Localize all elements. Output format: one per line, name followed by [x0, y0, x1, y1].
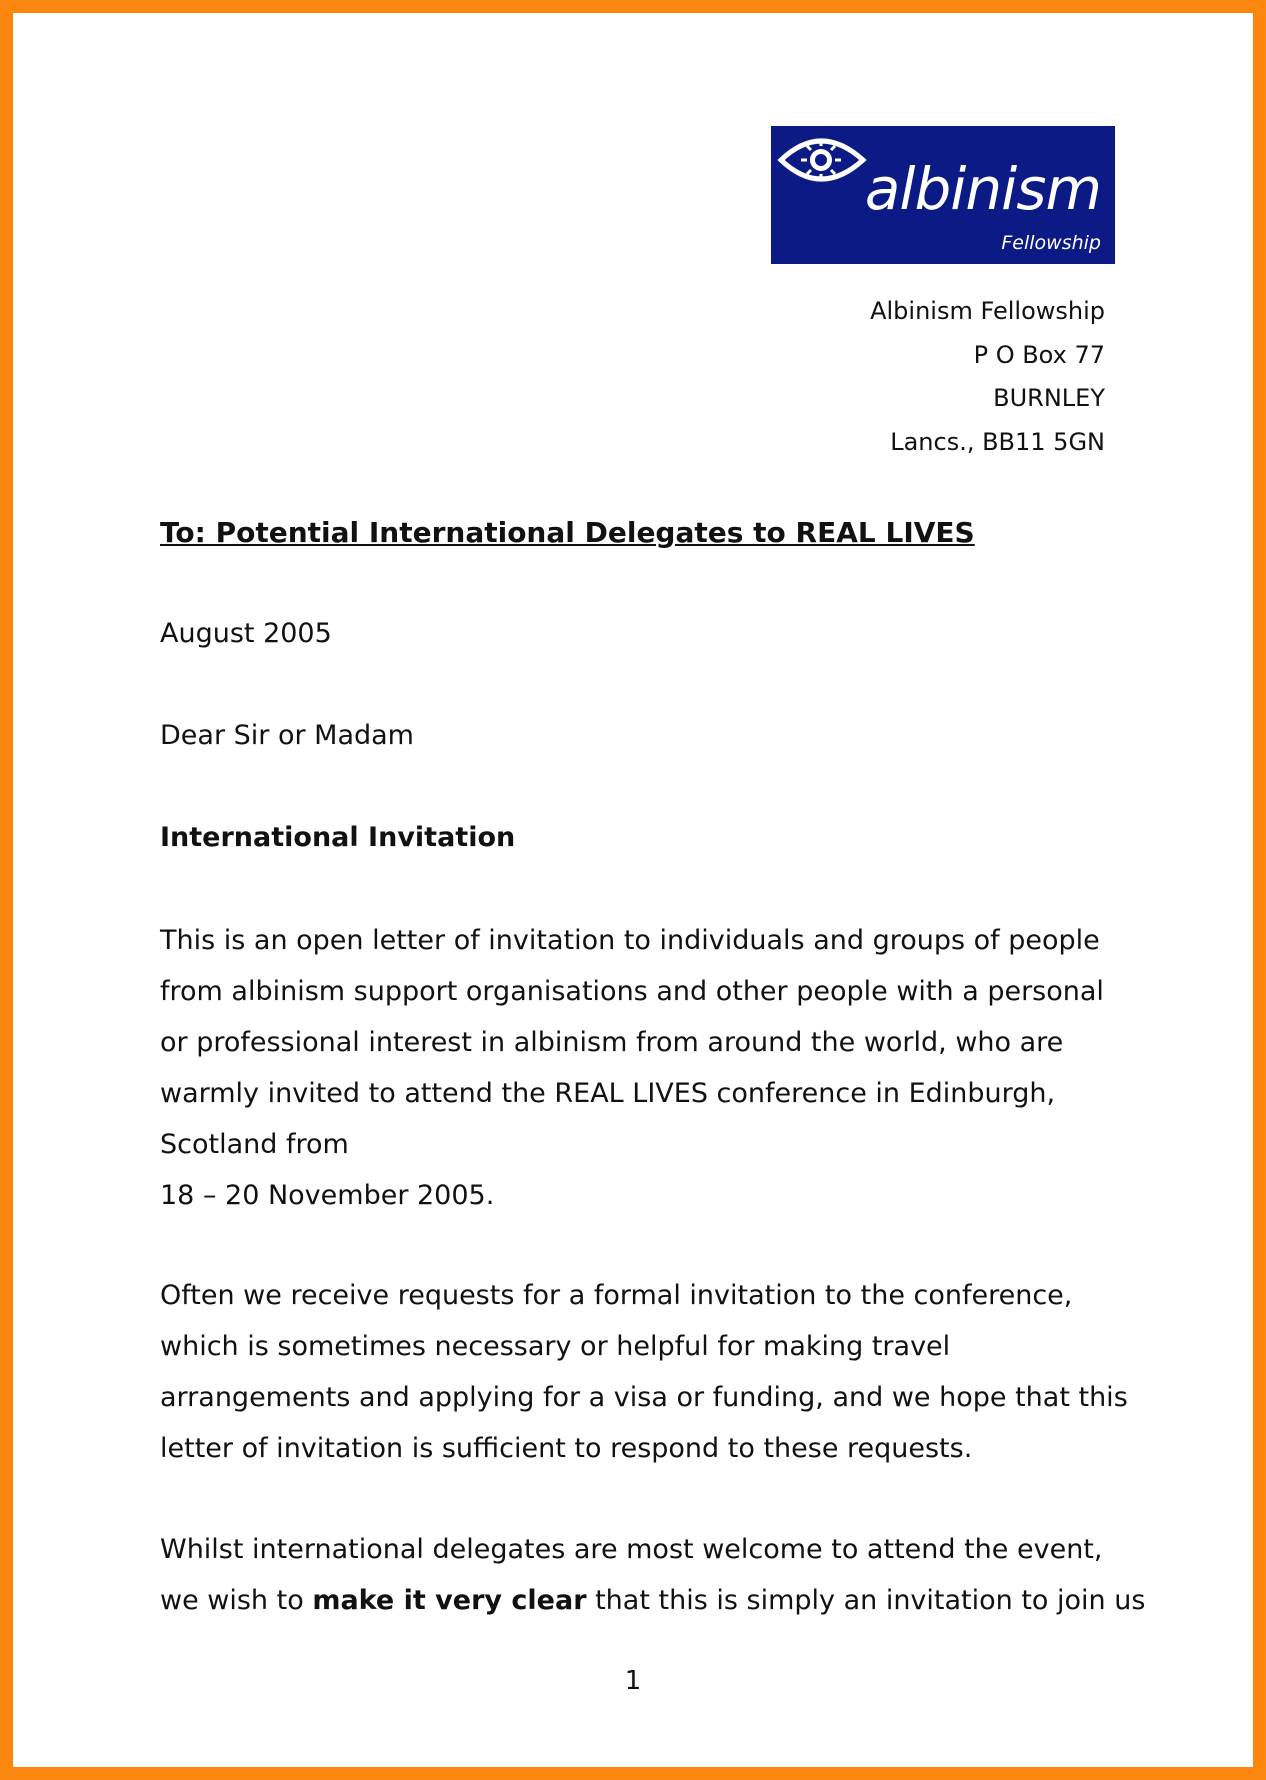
- paragraph-clarification: [160, 1524, 1146, 1626]
- paragraph-formal-requests: [160, 1270, 1128, 1474]
- text-run: we wish to: [160, 1585, 313, 1616]
- text-line: or professional interest in albinism from around the world, who are: [160, 1027, 1064, 1058]
- text-line: which is sometimes necessary or helpful for making travel: [160, 1331, 951, 1362]
- salutation: Dear Sir or Madam: [160, 720, 414, 751]
- text-line: Often we receive requests for a formal invitation to the conference,: [160, 1280, 1073, 1311]
- text-line: This is an open letter of invitation to individuals and groups of people: [160, 925, 1100, 956]
- sender-address: [870, 290, 1105, 464]
- address-line: P O Box 77: [973, 340, 1105, 369]
- address-line: BURNLEY: [993, 384, 1105, 412]
- text-line: Whilst international delegates are most welcome to attend the event,: [160, 1534, 1103, 1565]
- emphasis-text: make it very clear: [312, 1585, 587, 1616]
- recipient-heading: To: Potential International Delegates to REAL LIVES: [160, 516, 975, 549]
- text-line: Scotland from: [160, 1129, 349, 1160]
- address-line: Lancs., BB11 5GN: [890, 427, 1105, 456]
- text-line: [160, 1575, 1146, 1626]
- text-run: that this is simply an invitation to join us: [586, 1585, 1146, 1616]
- albinism-fellowship-logo: [771, 126, 1115, 264]
- text-line: arrangements and applying for a visa or funding, and we hope that this: [160, 1382, 1128, 1413]
- text-line: 18 – 20 November 2005.: [160, 1180, 495, 1211]
- logo-wordmark: albinism: [864, 155, 1101, 223]
- text-line: from albinism support organisations and other people with a personal: [160, 976, 1104, 1007]
- paragraph-invitation: [160, 915, 1120, 1221]
- text-line: letter of invitation is sufficient to respond to these requests.: [160, 1433, 973, 1464]
- letter-date: August 2005: [160, 618, 332, 649]
- logo-subtitle: Fellowship: [1001, 232, 1101, 254]
- eye-sun-icon: [771, 126, 871, 196]
- page-number: 1: [624, 1666, 642, 1696]
- text-line: warmly invited to attend the REAL LIVES conference in Edinburgh,: [160, 1078, 1056, 1109]
- address-line: Albinism Fellowship: [870, 297, 1105, 325]
- subject-heading: International Invitation: [160, 822, 516, 853]
